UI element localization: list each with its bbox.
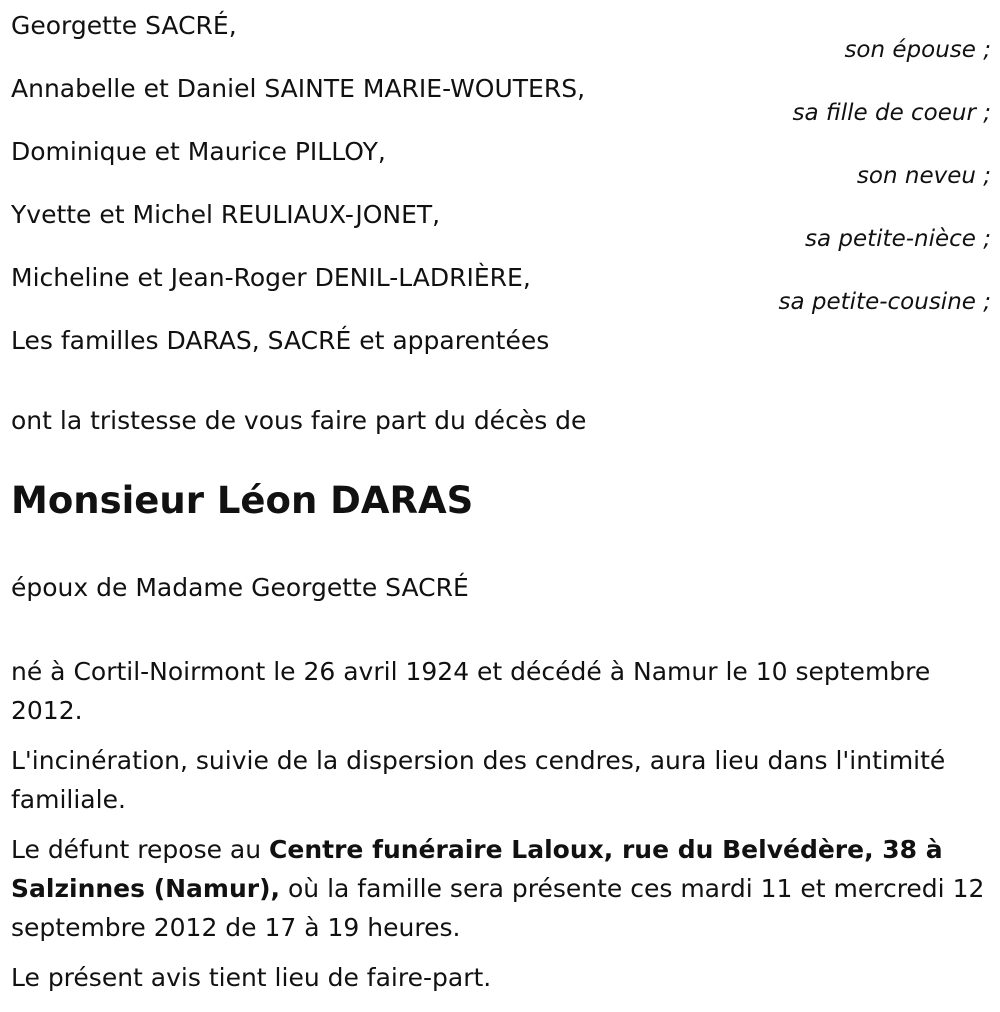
mourner-name: Yvette et Michel REULIAUX-JONET, — [11, 200, 441, 229]
death-notice — [11, 0, 991, 992]
mourner-entry — [11, 63, 991, 126]
repose-prefix: Le défunt repose au — [11, 835, 270, 864]
notice-body — [11, 652, 989, 1008]
announcement-intro: ont la tristesse de vous faire part du décès de — [11, 406, 587, 435]
mourner-name: Micheline et Jean-Roger DENIL-LADRIÈRE, — [11, 263, 531, 292]
mourner-name: Georgette SACRÉ, — [11, 11, 237, 40]
mourner-relation: son épouse ; — [844, 37, 991, 63]
mourner-name: Annabelle et Daniel SAINTE MARIE-WOUTERS, — [11, 74, 586, 103]
mourner-name: Dominique et Maurice PILLOY, — [11, 137, 386, 166]
mourner-entry — [11, 0, 991, 63]
mourner-relation: sa fille de coeur ; — [792, 100, 991, 126]
mourner-relation: son neveu ; — [856, 163, 991, 189]
mourner-entry — [11, 252, 991, 315]
mourner-entry — [11, 126, 991, 189]
mourner-entry — [11, 189, 991, 252]
spouse-line: époux de Madame Georgette SACRÉ — [11, 573, 469, 602]
families-line: Les familles DARAS, SACRÉ et apparentées — [11, 326, 550, 355]
repose-suffix: où la famille sera présente ces mardi 11 et mercredi 12 septembre 2012 de 17 à 19 heures. — [11, 874, 985, 942]
repose-paragraph — [11, 830, 989, 947]
cremation-paragraph: L'incinération, suivie de la dispersion des cendres, aura lieu dans l'intimité familiale. — [11, 746, 946, 814]
repose-location: Centre funéraire Laloux, rue du Belvédère, 38 à Salzinnes (Namur), — [11, 835, 943, 903]
deceased-name: Monsieur Léon DARAS — [11, 479, 474, 522]
notice-paragraph: Le présent avis tient lieu de faire-part. — [11, 963, 492, 992]
mourner-relation: sa petite-nièce ; — [805, 226, 991, 252]
birth-death-paragraph: né à Cortil-Noirmont le 26 avril 1924 et décédé à Namur le 10 septembre 2012. — [11, 657, 931, 725]
mourner-relation: sa petite-cousine ; — [778, 289, 991, 315]
